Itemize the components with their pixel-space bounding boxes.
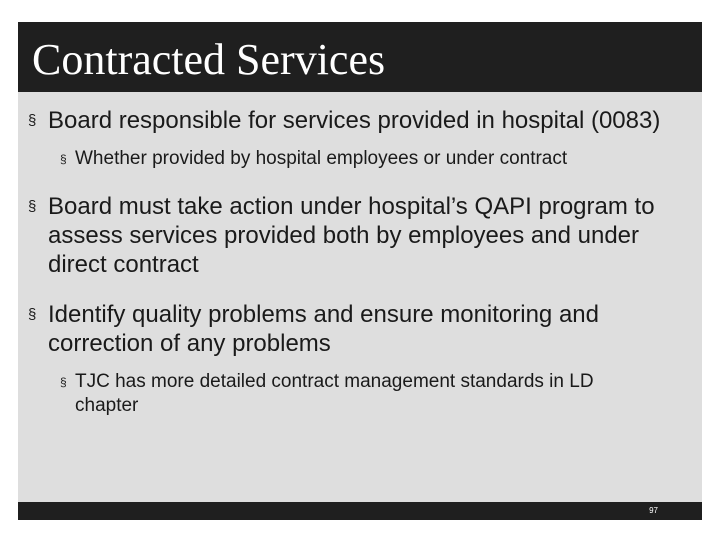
sub-bullet-marker-icon: § [60,152,67,166]
bullet-3-text: Identify quality problems and ensure monitoring and correction of any problems [48,301,599,357]
bullet-3 [28,300,676,358]
bullet-1 [28,106,676,135]
page-number: 97 [649,506,658,515]
slide-title: Contracted Services [32,35,386,84]
sub-bullet-marker-icon: § [60,375,67,389]
bullet-1-text: Board responsible for services provided in hospital (0083) [48,107,661,134]
footer-bar [18,502,702,520]
slide-content [18,106,702,418]
title-bar [18,22,702,92]
bullet-3-sub-1-text: TJC has more detailed contract management standards in LD chapter [75,371,594,416]
slide [18,22,702,520]
bullet-marker-icon: § [28,198,37,215]
bullet-2-text: Board must take action under hospital’s QAPI program to assess services provided both by employees and under direct contract [48,193,655,278]
bullet-1-sub-1 [60,147,655,171]
bullet-2 [28,192,676,279]
bullet-1-sub-1-text: Whether provided by hospital employees or under contract [75,148,568,169]
bullet-marker-icon: § [28,306,37,323]
bullet-marker-icon: § [28,112,37,129]
bullet-3-sub-1 [60,370,655,418]
